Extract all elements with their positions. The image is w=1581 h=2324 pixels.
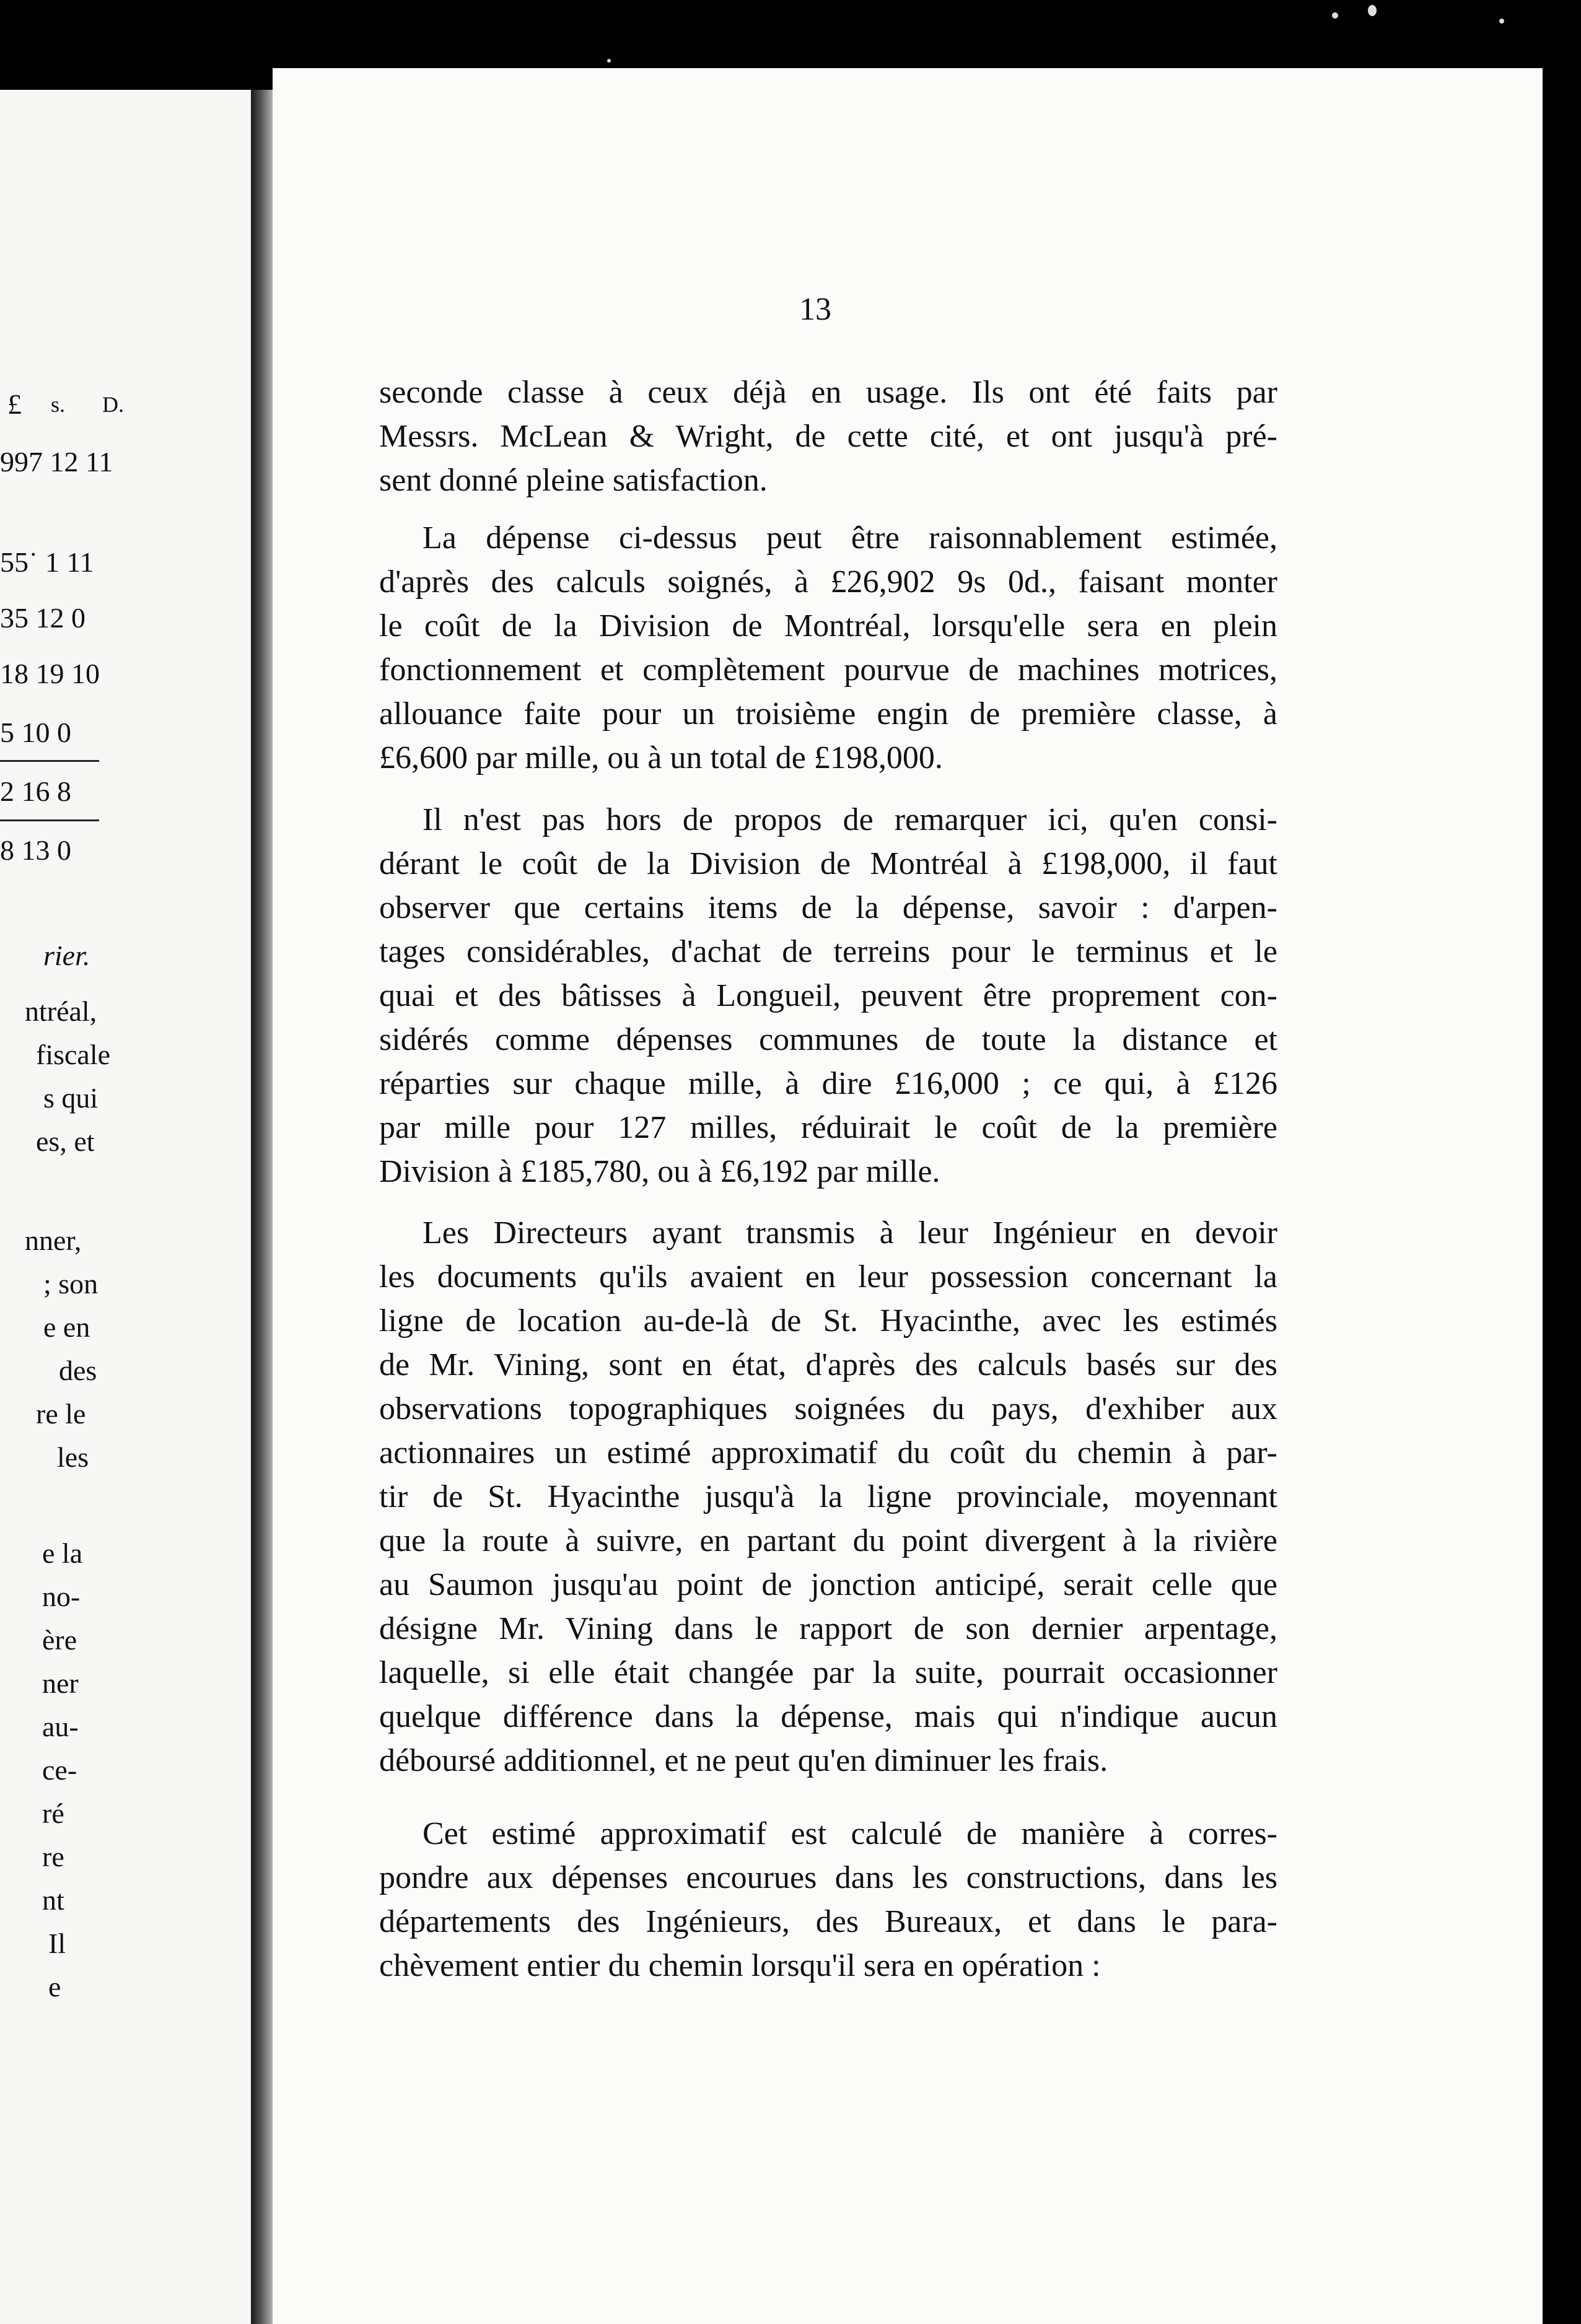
left-text-fragment: e la	[42, 1537, 83, 1569]
text-line: déboursé additionnel, et ne peut qu'en diminuer les frais.	[379, 1743, 1108, 1778]
left-text-fragment: ère	[42, 1624, 77, 1656]
text-line: Il n'est pas hors de propos de remarquer ici, qu'en consi-	[423, 802, 1277, 837]
scan-speck	[1332, 12, 1338, 19]
left-text-fragment: ré	[42, 1798, 64, 1829]
left-text-fragment: nner,	[25, 1225, 82, 1256]
left-text-fragment: nt	[42, 1884, 64, 1916]
text-line: actionnaires un estimé approximatif du coût du chemin à par-	[379, 1435, 1277, 1470]
text-line: de Mr. Vining, sont en état, d'après des calculs basés sur des	[379, 1347, 1277, 1383]
text-line: Les Directeurs ayant transmis à leur Ingénieur en devoir	[423, 1215, 1277, 1251]
left-text-fragment: les	[57, 1441, 89, 1473]
left-header-pence: D.	[102, 392, 124, 417]
text-line: quelque différence dans la dépense, mais qui n'indique aucun	[379, 1699, 1277, 1734]
left-amount-row: 5 10 0	[0, 717, 71, 748]
left-header-shillings: s.	[51, 392, 66, 417]
left-page-fragment	[0, 90, 251, 2324]
left-text-fragment: ntréal,	[25, 995, 97, 1027]
text-line: le coût de la Division de Montréal, lorsqu'elle sera en plein	[379, 608, 1277, 644]
book-gutter	[251, 90, 276, 2324]
text-line: observer que certains items de la dépense, savoir : d'arpen-	[379, 890, 1277, 925]
left-text-fragment: re le	[36, 1398, 86, 1430]
text-line: tages considérables, d'achat de terreins pour le terminus et le	[379, 934, 1277, 969]
paragraph-expense-estimate	[379, 516, 1277, 780]
text-line: désigne Mr. Vining dans le rapport de son dernier arpentage,	[379, 1611, 1277, 1646]
paragraph-approximate-estimate	[379, 1812, 1277, 1988]
left-text-fragment: au-	[42, 1711, 79, 1742]
left-text-fragment: ; son	[43, 1268, 99, 1300]
left-text-fragment: ce-	[42, 1754, 77, 1786]
scan-speck	[607, 59, 611, 63]
page-number: 13	[799, 292, 831, 327]
sum-rule	[0, 760, 99, 762]
paragraph-directors-engineer	[379, 1211, 1277, 1783]
total-rule	[0, 819, 99, 821]
text-line: par mille pour 127 milles, réduirait le coût de la première	[379, 1110, 1277, 1145]
text-line: La dépense ci-dessus peut être raisonnablement estimée,	[423, 520, 1277, 556]
text-line: au Saumon jusqu'au point de jonction anticipé, serait celle que	[379, 1567, 1277, 1602]
text-line: que la route à suivre, en partant du point divergent à la rivière	[379, 1523, 1277, 1558]
scan-speck	[1499, 19, 1504, 24]
text-line: allouance faite pour un troisième engin de première classe, à	[379, 696, 1277, 732]
text-line: tir de St. Hyacinthe jusqu'à la ligne provinciale, moyennant	[379, 1479, 1277, 1514]
left-text-fragment: no-	[42, 1581, 81, 1612]
left-text-fragment: fiscale	[36, 1039, 111, 1070]
text-line: les documents qu'ils avaient en leur possession concernant la	[379, 1259, 1277, 1295]
text-line: ligne de location au-de-là de St. Hyacinthe, avec les estimés	[379, 1303, 1277, 1339]
text-line: sent donné pleine satisfaction.	[379, 463, 768, 498]
left-text-fragment: e	[48, 1971, 61, 2003]
left-text-fragment: Il	[48, 1928, 66, 1959]
text-line: dérant le coût de la Division de Montréal à £198,000, il faut	[379, 846, 1277, 881]
text-line: Messrs. McLean & Wright, de cette cité, et ont jusqu'à pré-	[379, 419, 1277, 454]
left-text-fragment: re	[42, 1841, 64, 1872]
left-amount-row: 35 12 0	[0, 602, 85, 634]
text-line: £6,600 par mille, ou à un total de £198,000.	[379, 740, 943, 775]
left-amount-row: 18 19 10	[0, 658, 100, 689]
text-line: Cet estimé approximatif est calculé de manière à corres-	[423, 1816, 1277, 1851]
text-line: réparties sur chaque mille, à dire £16,000 ; ce qui, à £126	[379, 1066, 1277, 1101]
left-text-fragment: des	[59, 1355, 97, 1386]
left-amount-row: 997 12 11	[0, 446, 113, 478]
text-line: laquelle, si elle était changée par la suite, pourrait occasionner	[379, 1655, 1277, 1690]
left-amount-row: 8 13 0	[0, 834, 71, 866]
text-line: sidérés comme dépenses communes de toute la distance et	[379, 1022, 1277, 1057]
text-line: observations topographiques soignées du pays, d'exhiber aux	[379, 1391, 1277, 1426]
left-amount-row: 2 16 8	[0, 775, 71, 807]
left-text-fragment: es, et	[36, 1125, 95, 1157]
text-line: pondre aux dépenses encourues dans les constructions, dans les	[379, 1860, 1277, 1895]
text-line: d'après des calculs soignés, à £26,902 9s 0d., faisant monter	[379, 564, 1277, 600]
left-header-currency: £	[7, 388, 22, 420]
text-line: Division à £185,780, ou à £6,192 par mille.	[379, 1154, 940, 1189]
text-line: départements des Ingénieurs, des Bureaux, et dans le para-	[379, 1904, 1277, 1939]
text-line: seconde classe à ceux déjà en usage. Ils ont été faits par	[379, 375, 1277, 410]
left-amount-row: 55˙ 1 11	[0, 546, 94, 578]
left-text-fragment: rier.	[43, 940, 90, 971]
text-line: fonctionnement et complètement pourvue de machines motrices,	[379, 652, 1277, 688]
text-line: quai et des bâtisses à Longueil, peuvent être proprement con-	[379, 978, 1277, 1013]
paragraph-continuation	[379, 370, 1277, 502]
left-text-fragment: e en	[43, 1311, 90, 1343]
paragraph-montreal-division-cost	[379, 798, 1277, 1194]
left-text-fragment: ner	[42, 1667, 79, 1699]
left-text-fragment: s qui	[43, 1082, 99, 1114]
text-line: chèvement entier du chemin lorsqu'il sera en opération :	[379, 1948, 1101, 1983]
scan-speck	[1368, 5, 1377, 16]
